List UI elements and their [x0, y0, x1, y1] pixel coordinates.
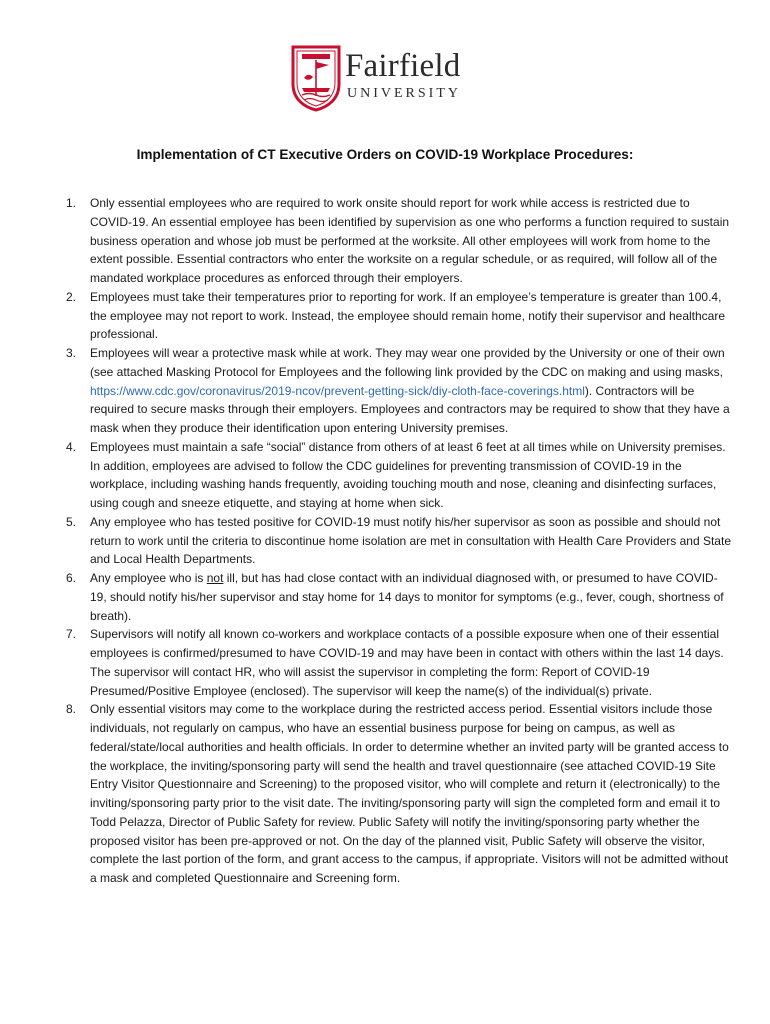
item-number: 8.: [66, 702, 77, 717]
list-item: [66, 288, 734, 344]
item-text: Any employee who has tested positive for COVID-19 must notify his/her supervisor as soon as possible and should not return to work until the criteria to discontinue home isolation are met in consultation with Health Care Providers and State and Local Health Departments.: [90, 514, 731, 567]
item-text: Employees must maintain a safe “social” distance from others of at least 6 feet at all times while on University premises. In addition, employees are advised to follow the CDC guidelines for preventing transmission of COVID-19 in the workplace, including washing hands frequently, avoiding touching mouth and nose, cleaning and disinfecting surfaces, using cough and sneeze etiquette, and staying at home when sick.: [90, 439, 726, 510]
list-item: [66, 625, 734, 700]
item-text: Only essential visitors may come to the workplace during the restricted access period. Essential visitors include those individuals, not regularly on campus, who have an essential business purpose for being on campus, as well as federal/state/local authorities and health officials. In order to determine whether an invited party will be granted access to the workplace, the inviting/sponsoring party will send the health and travel questionnaire (see attached COVID-19 Site Entry Visitor Questionnaire and Screening) to the proposed visitor, who will complete and return it (electronically) to the inviting/sponsoring party prior to the visit date. The inviting/sponsoring party will sign the completed form and email it to Todd Pelazza, Director of Public Safety for review. Public Safety will notify the inviting/sponsoring party whether the proposed visitor has been pre-approved or not. On the day of the planned visit, Public Safety will observe the visitor, complete the last portion of the form, and grant access to the campus, if appropriate. Visitors will not be admitted without a mask and completed Questionnaire and Screening form.: [90, 702, 729, 885]
list-item: [66, 700, 734, 888]
item-number: 4.: [66, 439, 77, 454]
list-item: [66, 569, 734, 625]
item-number: 1.: [66, 196, 77, 210]
cdc-masks-link[interactable]: https://www.cdc.gov/coronavirus/2019-ncov/prevent-getting-sick/diy-cloth-face-coverings.html: [90, 383, 585, 398]
logo-subtitle: UNIVERSITY: [347, 86, 461, 101]
item-number: 7.: [66, 627, 77, 642]
item-number: 2.: [66, 289, 77, 304]
list-item: [66, 344, 734, 438]
page-title: Implementation of CT Executive Orders on COVID-19 Workplace Procedures:: [136, 147, 634, 162]
item-text-cont: ill, but has had close contact with an individual diagnosed with, or presumed to have COVID-19, should notify his/her supervisor and stay home for 14 days to monitor for symptoms (e.g., fever, cough, shortness of breath).: [90, 571, 724, 623]
item-text: Only essential employees who are required to work onsite should report for work while access is restricted due to COVID-19. An essential employee has been identified by supervision as one who performs a function required to sustain business operation and whose job must be performed at the worksite. All other employees will work from home to the extent possible. Essential contractors who enter the worksite on a regular schedule, or as required, will follow all of the mandated workplace procedures as enforced through their employers.: [90, 196, 730, 285]
item-text: Employees will wear a protective mask while at work. They may wear one provided by the University or one of their own (see attached Masking Protocol for Employees and the following link provided by the CDC on making and using masks,: [90, 346, 725, 379]
item-number: 5.: [66, 514, 77, 529]
list-item: [66, 438, 734, 513]
item-text: Supervisors will notify all known co-workers and workplace contacts of a possible exposure when one of their essential employees is confirmed/presumed to have COVID-19 and may have been in contact with others within the last 14 days. The supervisor will contact HR, who will assist the supervisor in completing the form: Report of COVID-19 Presumed/Positive Employee (enclosed). The supervisor will keep the name(s) of the individual(s) private.: [90, 627, 724, 698]
item-text: Any employee who is: [90, 571, 207, 585]
item-text-cont: ). Contractors will be required to secure masks through their employers. Employees and contractors may be required to show that they have a mask when they produce their identification upon entering University premises.: [90, 383, 730, 435]
list-item: [66, 194, 734, 288]
shield-icon: [290, 44, 342, 112]
item-number: 3.: [66, 346, 77, 360]
underlined-not: not: [206, 571, 224, 585]
logo-wordmark: Fairfield: [345, 48, 461, 84]
item-number: 6.: [66, 571, 77, 585]
procedure-list: [66, 194, 734, 888]
item-text: Employees must take their temperatures prior to reporting for work. If an employee’s temperature is greater than 100.4, the employee may not report to work. Instead, the employee should remain home, notify their supervisor and healthcare professional.: [90, 289, 726, 342]
list-item: [66, 513, 734, 569]
fairfield-logo: [290, 44, 490, 118]
